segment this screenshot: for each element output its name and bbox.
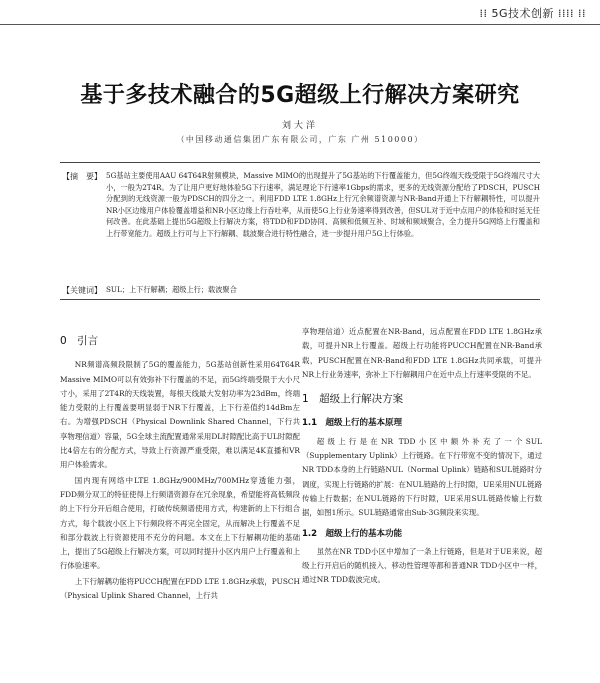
- paragraph: NR频谱高频段限制了5G的覆盖能力，5G基站创新性采用64T64R Massive MIMO可以有效弥补下行覆盖的不足，而5G终端受限于大小尺寸小，采用了2T4R的天线装置，每根天线最大发射功率为23dBm，终端能力受限的上行覆盖要明显弱于NR下行覆盖，上下行差值约14dBm左右。为增强PDSCH（Physical Downlink Shared Channel，下行共享物理信道）容量，5G全球主流配置通常采用DL时隙配比高于UL时隙配比4倍左右的分配方式，导致上行资源严重受限，难以满足4K直播和VR用户体验需求。: [60, 360, 300, 470]
- author-name: 刘大洋: [281, 121, 318, 131]
- keywords-text: SUL；上下行解耦；超级上行；载波聚合: [106, 285, 237, 294]
- abstract-bottom-rule: [60, 299, 540, 300]
- paragraph: 上下行解耦功能将PUCCH配置在FDD LTE 1.8GHz承载，PUSCH（Physical Uplink Shared Channel，上行共: [60, 576, 300, 601]
- paragraph: 享物理信道）近点配置在NR-Band，远点配置在FDD LTE 1.8GHz承载，可提升NR上行覆盖。超级上行功能将PUCCH配置在NR-Band承载，PUSCH配置在NR-Band和FDD LTE 1.8GHz共同承载，可提升NR上行业务速率，弥补上下行解耦用户在近中点上行速率受限的不足。: [302, 327, 542, 379]
- left-column: [60, 334, 300, 604]
- subsection-heading-principle: 1.1 超级上行的基本原理: [302, 418, 403, 429]
- paragraph: 国内现有网络中LTE 1.8GHz/900MHz/700MHz穿透能力强，FDD频分双工的特征使得上行频谱资源存在冗余现象，希望能将高低频段的上下行分开后组合使用，打破传统频谱使用方式，构建新的上下行组合方式，每个载波小区上下行频段将不再完全固定，从而解决上行覆盖不足和部分载波上行资源使用不充分的问题。本文在上下行解耦功能的基础上，提出了5G超级上行解决方案，可以同时提升小区内用户上行覆盖和上行体验速率。: [60, 475, 300, 571]
- subsection-heading-function: 1.2 超级上行的基本功能: [302, 528, 403, 539]
- section-heading-intro: 0 引言: [60, 335, 99, 347]
- right-column: [302, 325, 542, 589]
- column-label: ⁞⁞ 5G技术创新 ⁞⁞⁞⁞ ⁞⁞: [479, 7, 586, 20]
- section-heading-solution: 1 超级上行解决方案: [302, 393, 404, 406]
- abstract-tag: 【摘 要】: [62, 172, 102, 181]
- author-affiliation: （中国移动通信集团广东有限公司，广东 广州 510000）: [176, 135, 424, 144]
- paragraph: 超级上行是在NR TDD小区中额外补充了一个SUL（Supplementary Uplink）上行链路。在下行带宽不变的情况下，通过NR TDD本身的上行链路NUL（Normal Uplink）链路和SUL链路时分调度，实现上行链路的扩展：在NUL链路的上行时隙，UE采用NUL链路传输上行数据；在NUL链路的下行时隙，UE采用SUL链路传输上行数据，如图1所示。SUL链路通常由Sub-3G频段来实现。: [302, 436, 542, 518]
- keywords-tag: 【关键词】: [62, 286, 102, 295]
- paragraph: 虽然在NR TDD小区中增加了一条上行链路，但是对于UE来说，超级上行开启后的随机接入、移动性管理等都和普通NR TDD小区中一样，通过NR TDD载波完成。: [302, 546, 542, 585]
- abstract-top-rule: [60, 162, 540, 163]
- abstract-text: 5G基站主要使用AAU 64T64R射频模块，Massive MIMO的出现提升了5G基站的下行覆盖能力，但5G终端天线受限于5G终端尺寸大小，一般为2T4R。为了让用户更好地体验5G下行速率，满足理论下行速率1Gbps的需求，更多的无线资源分配给了PDSCH，PUSCH分配到的无线资源一般为PDSCH的四分之一。利用FDD LTE 1.8GHz上行冗余频谱资源与NR-Band开通上下行解耦特性，可以提升NR小区边缘用户体验覆盖增益和NR小区边缘上行吞吐率，从而使5G上行业务速率得到改善，但SUL对于近中点用户的体验和时延无任何改善。在此基础上提出5G超级上行解决方案，将TDD和FDD协同、高频和低频互补、时域和频域聚合，全力提升5G网络上行覆盖和上行带宽能力。超级上行可与上下行解耦、载波聚合进行特性融合，进一步提升用户5G上行体验。: [106, 171, 540, 238]
- article-title: 基于多技术融合的5G超级上行解决方案研究: [80, 83, 520, 108]
- journal-header: [0, 0, 600, 26]
- header-rule: [0, 24, 600, 25]
